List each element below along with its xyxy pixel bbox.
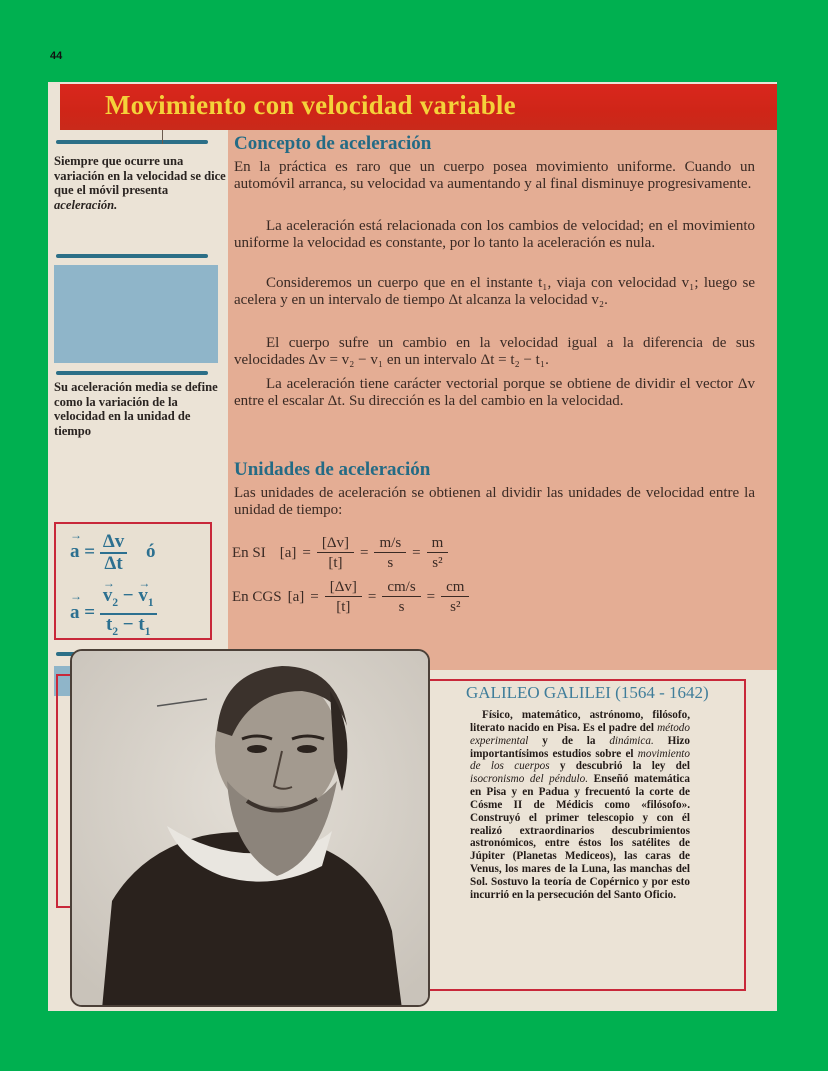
den: [t] [328, 555, 343, 571]
bio-text-run: y descubrió la ley del [549, 760, 690, 773]
equals: = [426, 589, 436, 605]
formula-numerator [100, 586, 157, 615]
paragraph: Consideremos un cuerpo que en el instante t₁, viaja con velocidad v₁; luego se acelera y en un intervalo de tiempo Δt alcanza la velocidad v₂. [234, 275, 755, 308]
paragraph: Las unidades de aceleración se obtienen al dividir las unidades de velocidad entre la unidad de tiempo: [234, 485, 755, 518]
margin-note-emphasis: aceleración. [54, 197, 118, 212]
main-content [228, 130, 777, 670]
sub: 2 [112, 596, 119, 609]
den: s² [450, 599, 461, 615]
bio-text [470, 709, 690, 902]
num: m/s [374, 534, 406, 553]
formula-lhs: → a [70, 602, 80, 624]
formula-box [54, 522, 212, 640]
bio-emphasis: isocronismo del péndulo. [470, 773, 589, 786]
units-lhs: [a] [279, 545, 297, 561]
den: s [398, 599, 405, 615]
paragraph: El cuerpo sufre un cambio en la velocidad igual a la diferencia de sus velocidades Δv = v₂ − v₁ en un intervalo Δt = t₂ − t₁. [234, 335, 755, 368]
num: cm/s [382, 578, 420, 597]
sub: 2 [112, 625, 119, 638]
equals: = [367, 589, 377, 605]
formula-velocity-difference: → a = → $\frac{v_2 - \to v_1}{t_2 - t_1}$ [70, 586, 157, 642]
formula-denominator [103, 615, 153, 642]
paragraph: La aceleración tiene carácter vectorial porque se obtiene de dividir el vector Δv entre el escalar Δt. Su dirección es la del cambio en la velocidad. [234, 376, 755, 409]
galileo-portrait-icon [72, 651, 430, 1007]
equals: = [310, 589, 319, 605]
divider [56, 371, 208, 375]
paragraph: En la práctica es raro que un cuerpo posea movimiento uniforme. Cuando un automóvil arranca, su velocidad va aumentando y al final disminuye progresivamente. [234, 159, 755, 192]
formula-average-acceleration: → a = $\frac{\Delta v}{\Delta t}$ ó [70, 532, 156, 574]
margin-note-text: Siempre que ocurre una variación en la velocidad se dice que el móvil presenta [54, 154, 226, 197]
bio-emphasis: método experimental [470, 721, 690, 747]
bio-text-run: Físico, matemático, astrónomo, filósofo, literato nacido en Pisa. Es el padre del [470, 709, 690, 734]
divider [56, 254, 208, 258]
den: s² [432, 555, 443, 571]
den: [t] [336, 599, 351, 615]
equals: = [412, 545, 421, 561]
formula-lhs: → a [70, 541, 80, 563]
bio-emphasis: dinámica. [609, 734, 654, 747]
bio-emphasis: movimiento de los cuerpos [470, 747, 690, 773]
page-number: 44 [50, 50, 63, 62]
formula-numerator: Δv [100, 532, 127, 554]
sub: 1 [147, 596, 154, 609]
blue-placeholder-box [54, 265, 218, 363]
formula-or: ó [146, 541, 156, 563]
textbook-page [48, 82, 777, 1011]
bio-text-run: Hizo importantísimos estudios sobre el [470, 734, 690, 760]
margin-note-aceleracion-media: Su aceleración media se define como la variación de la velocidad en la unidad de tiempo [54, 380, 218, 438]
margin-note-aceleracion [54, 154, 226, 212]
bio-text-run: Enseñó matemática en Pisa y en Padua y frecuentó la corte de Cósme II de Médicis como «filósofo». Construyó el primer telescopio y con él realizó extraordinarios descubrimientos astronómicos, entre éstos los satélites de Júpiter (Planetas Mediceos), las caras de Venus, los mares de la Luna, las manchas del Sol. Sostuvo la teoría de Copérnico y por esto incurrió en la persecución del Santo Oficio. [470, 773, 690, 901]
v2: → v [103, 586, 113, 606]
margin-column [48, 130, 228, 670]
title-bar [60, 84, 777, 130]
num: cm [441, 578, 469, 597]
units-lhs: [a] [287, 589, 305, 605]
divider [56, 140, 208, 144]
bio-text-run: y de la [528, 734, 610, 747]
den: s [387, 555, 394, 571]
minus: − [122, 585, 134, 606]
page-title: Movimiento con velocidad variable [105, 90, 516, 120]
sub: 1 [144, 625, 151, 638]
units-si [232, 534, 448, 573]
equals: = [360, 545, 369, 561]
formula-denominator: Δt [104, 553, 123, 574]
units-label: En SI [232, 545, 266, 561]
minus: − [122, 613, 134, 635]
equals: = [302, 545, 311, 561]
tick-mark [162, 130, 163, 144]
paragraph: La aceleración está relacionada con los cambios de velocidad; en el movimiento uniforme la velocidad es constante, por lo tanto la aceleración es nula. [234, 218, 755, 251]
num: [Δv] [325, 578, 362, 597]
units-label: En CGS [232, 589, 282, 605]
v1: → v [138, 586, 148, 606]
section-heading-concepto: Concepto de aceleración [234, 133, 432, 154]
num: m [427, 534, 449, 553]
t1: t [138, 613, 145, 635]
num: [Δv] [317, 534, 354, 553]
section-heading-unidades: Unidades de aceleración [234, 459, 431, 480]
bio-title: GALILEO GALILEI (1564 - 1642) [466, 683, 709, 702]
units-cgs [232, 578, 469, 617]
t2: t [106, 613, 113, 635]
galileo-portrait-frame [70, 649, 430, 1007]
